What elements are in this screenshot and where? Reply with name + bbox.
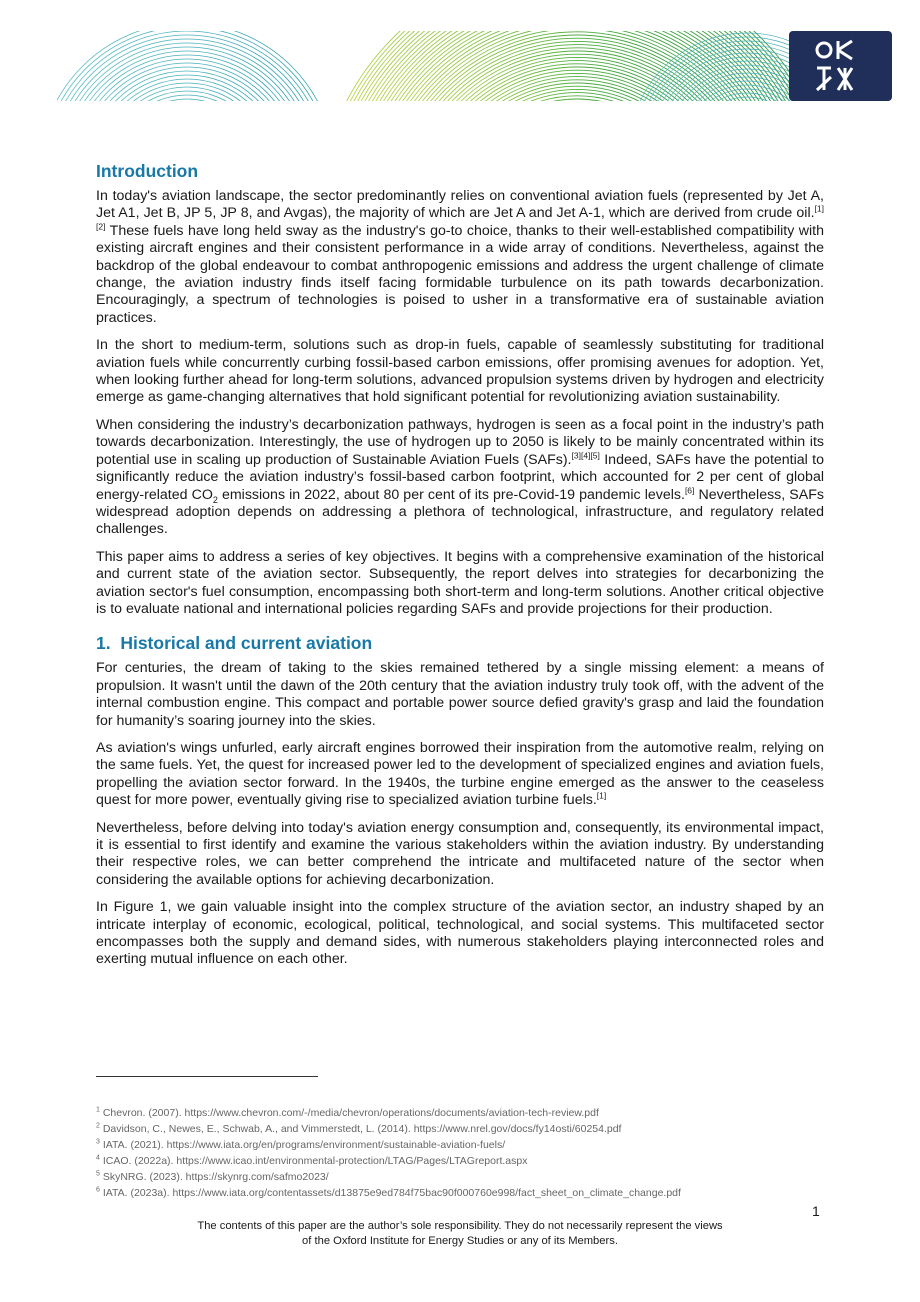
decorative-waves-graphic	[57, 31, 892, 101]
main-content	[96, 160, 824, 979]
header-banner	[57, 31, 892, 101]
history-paragraph-4: In Figure 1, we gain valuable insight into the complex structure of the aviation sector, an industry shaped by an intricate interplay of economic, ecological, political, technological, and social systems. This multifaceted sector encompasses both the supply and demand sides, with numerous stakeholders playing interconnected roles and exerting mutual influence on each other.	[96, 899, 824, 968]
section-heading-introduction: Introduction	[96, 161, 199, 181]
page-footer	[96, 1219, 824, 1249]
oxford-institute-logo	[789, 31, 892, 101]
footer-disclaimer-line-2: of the Oxford Institute for Energy Studies or any of its Members.	[302, 1235, 618, 1247]
footnote: $^6$ IATA. (2023a). https://www.iata.org/contentassets/d13875e9ed784f75bac90f000760e998/fact_sheet_on_climate_change.pdf	[96, 1186, 681, 1199]
footnote: $^5$ SkyNRG. (2023). https://skynrg.com/safmo2023/	[96, 1170, 329, 1183]
footnote-divider	[96, 1076, 318, 1077]
footnote: $^1$ Chevron. (2007). https://www.chevron.com/-/media/chevron/operations/documents/aviation-tech-review.pdf	[96, 1106, 599, 1119]
section-heading-historical: 1. Historical and current aviation	[96, 633, 373, 654]
footer-disclaimer-line-1: The contents of this paper are the author’s sole responsibility. They do not necessarily represent the views	[197, 1220, 723, 1232]
footnote: $^2$ Davidson, C., Newes, E., Schwab, A., and Vimmerstedt, L. (2014). https://www.nrel.gov/docs/fy14osti/60254.pdf	[96, 1122, 622, 1135]
page-number: 1	[812, 1203, 820, 1219]
footnote: $^4$ ICAO. (2022a). https://www.icao.int/environmental-protection/LTAG/Pages/LTAGreport.aspx	[96, 1154, 528, 1167]
intro-paragraph-4: This paper aims to address a series of key objectives. It begins with a comprehensive examination of the historical and current state of the aviation sector. Subsequently, the report delves into strategies for decarbonizing the aviation sector's fuel consumption, encompassing both short-term and long-term solutions. Another critical objective is to evaluate national and international policies regarding SAFs and provide projections for their production.	[96, 548, 824, 617]
history-paragraph-1: For centuries, the dream of taking to the skies remained tethered by a single missing element: a means of propulsion. It wasn't until the dawn of the 20th century that the aviation industry truly took off, with the advent of the internal combustion engine. This compact and portable power source defied gravity's grasp and laid the foundation for humanity’s soaring journey into the skies.	[96, 660, 824, 729]
intro-paragraph-1: In today's aviation landscape, the sector predominantly relies on conventional aviation fuels (represented by Jet A, Jet A1, Jet B, JP 5, JP 8, and Avgas), the majority of which are Jet A and Jet A-1, which are derived from crude oil.[1][2] These fuels have long held sway as the industry's go-to choice, thanks to their well-established compatibility with existing aircraft engines and their consistent performance in a wide array of conditions. Nevertheless, against the backdrop of the global endeavour to combat anthropogenic emissions and address the urgent challenge of climate change, the aviation industry finds itself facing formidable turbulence on its path towards decarbonization. Encouragingly, a spectrum of technologies is poised to usher in a transformative era of sustainable aviation practices.	[96, 188, 824, 326]
history-paragraph-2: As aviation's wings unfurled, early aircraft engines borrowed their inspiration from the automotive realm, relying on the same fuels. Yet, the quest for increased power led to the development of specialized engines and aviation fuels, propelling the aviation sector forward. In the 1940s, the turbine engine emerged as the answer to the ceaseless quest for more power, eventually giving rise to specialized aviation turbine fuels.[1]	[96, 739, 824, 809]
footnote: $^3$ IATA. (2021). https://www.iata.org/en/programs/environment/sustainable-aviation-fuels/	[96, 1138, 506, 1151]
intro-paragraph-3: When considering the industry’s decarbonization pathways, hydrogen is seen as a focal point in the industry’s path towards decarbonization. Interestingly, the use of hydrogen up to 2050 is likely to be mainly concentrated within its potential use in scaling up production of Sustainable Aviation Fuels (SAFs).[3][4][5] Indeed, SAFs have the potential to significantly reduce the aviation industry’s fossil-based carbon footprint, which accounted for 2 per cent of global energy-related $CO_2$ emissions in 2022, about 80 per cent of its pre-Covid-19 pandemic levels.[6] Nevertheless, SAFs widespread adoption depends on addressing a plethora of technological, infrastructure, and regulatory related challenges.	[96, 416, 824, 538]
intro-paragraph-2: In the short to medium-term, solutions such as drop-in fuels, capable of seamlessly substituting for traditional aviation fuels while concurrently curbing fossil-based carbon emissions, offer promising avenues for adoption. Yet, when looking further ahead for long-term solutions, advanced propulsion systems driven by hydrogen and electricity emerge as game-changing alternatives that hold significant potential for revolutionizing aviation sustainability.	[96, 337, 824, 406]
footnotes	[96, 1105, 824, 1201]
history-paragraph-3: Nevertheless, before delving into today's aviation energy consumption and, consequently, its environmental impact, it is essential to first identify and examine the various stakeholders within the aviation industry. By understanding their respective roles, we can better comprehend the intricate and multifaceted nature of the sector when considering the available options for achieving decarbonization.	[96, 819, 824, 888]
